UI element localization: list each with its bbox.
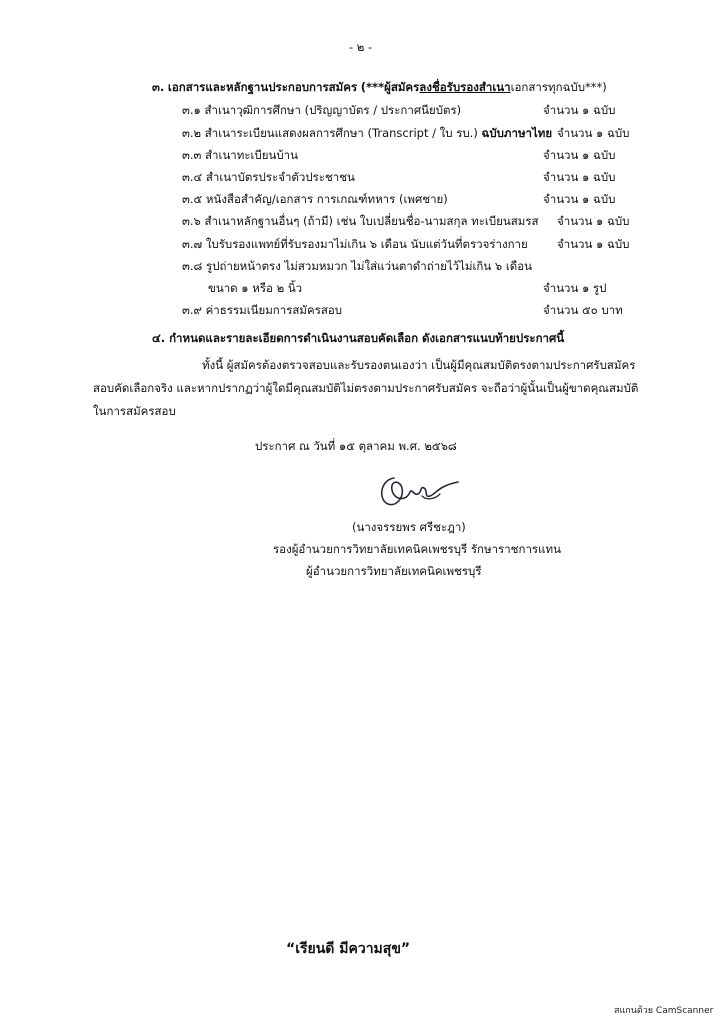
item-text: ๓.๔ สำเนาบัตรประจำตัวประชาชน [182, 170, 355, 184]
section-4-heading: ๔. กำหนดและรายละเอียดการดำเนินงานสอบคัดเลือก ดังเอกสารแนบท้ายประกาศนี้ [152, 331, 565, 345]
scanner-watermark: สแกนด้วย CamScanner [614, 1006, 714, 1016]
list-item [182, 126, 552, 140]
list-item [182, 214, 539, 228]
item-qty: จำนวน ๑ ฉบับ [543, 103, 616, 117]
item-text: ๓.๓ สำเนาทะเบียนบ้าน [182, 148, 298, 162]
item-qty: จำนวน ๑ ฉบับ [557, 214, 630, 228]
signature-image [374, 470, 464, 514]
section-3-number: ๓. [152, 80, 165, 94]
page-number: - ๒ - [349, 40, 373, 54]
item-qty: จำนวน ๑ รูป [543, 281, 607, 295]
list-item [182, 103, 461, 117]
section-3-heading [152, 80, 607, 94]
item-qty: จำนวน ๕๐ บาท [543, 303, 623, 317]
item-qty: จำนวน ๑ ฉบับ [557, 237, 630, 251]
list-item [182, 237, 528, 251]
item-text: ๓.๕ หนังสือสำคัญ/เอกสาร การเกณฑ์ทหาร (เพศชาย) [182, 192, 448, 206]
item-3-9: ๓.๙ ค่าธรรมเนียมการสมัครสอบ [182, 303, 343, 317]
motto: “เรียนดี มีความสุข” [286, 941, 411, 957]
item-text: ๓.๗ ใบรับรองแพทย์ที่รับรองมาไม่เกิน ๖ เดือน นับแต่วันที่ตรวจร่างกาย [182, 237, 528, 251]
item-qty: จำนวน ๑ ฉบับ [543, 170, 616, 184]
item-text: ๓.๖ สำเนาหลักฐานอื่นๆ (ถ้ามี) เช่น ใบเปลี่ยนชื่อ-นามสกุล ทะเบียนสมรส [182, 214, 539, 228]
paragraph-line-1: ทั้งนี้ ผู้สมัครต้องตรวจสอบและรับรองตนเองว่า เป็นผู้มีคุณสมบัติตรงตามประกาศรับสมัคร [202, 358, 636, 372]
item-3-8-line2: ขนาด ๑ หรือ ๒ นิ้ว [208, 281, 303, 295]
list-item [182, 192, 448, 206]
section-3-title: เอกสารและหลักฐานประกอบการสมัคร [167, 80, 358, 94]
paragraph-line-2: สอบคัดเลือกจริง และหากปรากฏว่าผู้ใดมีคุณสมบัติไม่ตรงตามประกาศรับสมัคร จะถือว่าผู้นั้นเป็นผู้ขาดคุณสมบัติ [93, 381, 639, 395]
item-3-8-line1: ๓.๘ รูปถ่ายหน้าตรง ไม่สวมหมวก ไม่ใส่แว่นตาดำถ่ายไว้ไม่เกิน ๖ เดือน [182, 259, 533, 273]
section-3-note-underlined: ลงชื่อรับรองสำเนา [419, 80, 511, 94]
paragraph-line-3: ในการสมัครสอบ [93, 404, 176, 418]
announcement-date: ประกาศ ณ วันที่ ๑๕ ตุลาคม พ.ศ. ๒๕๖๘ [255, 439, 457, 453]
item-text-bold: ฉบับภาษาไทย [481, 126, 553, 140]
section-3-note-suffix: เอกสารทุกฉบับ***) [510, 80, 607, 94]
item-text: ๓.๑ สำเนาวุฒิการศึกษา (ปริญญาบัตร / ประกาศนียบัตร) [182, 103, 462, 117]
item-qty: จำนวน ๑ ฉบับ [543, 192, 616, 206]
item-qty: จำนวน ๑ ฉบับ [543, 148, 616, 162]
list-item [182, 148, 298, 162]
signer-position-2: ผู้อำนวยการวิทยาลัยเทคนิคเพชรบุรี [306, 564, 482, 578]
signer-position-1: รองผู้อำนวยการวิทยาลัยเทคนิคเพชรบุรี รักษาราชการแทน [273, 542, 561, 556]
signer-name: (นางจรรยพร ศรีชะฎา) [352, 520, 466, 534]
item-qty: จำนวน ๑ ฉบับ [557, 126, 630, 140]
item-text: ๓.๒ สำเนาระเบียนแสดงผลการศึกษา (Transcript / ใบ รบ.) [182, 126, 482, 140]
section-3-note-prefix: (***ผู้สมัคร [360, 80, 420, 94]
list-item [182, 170, 355, 184]
